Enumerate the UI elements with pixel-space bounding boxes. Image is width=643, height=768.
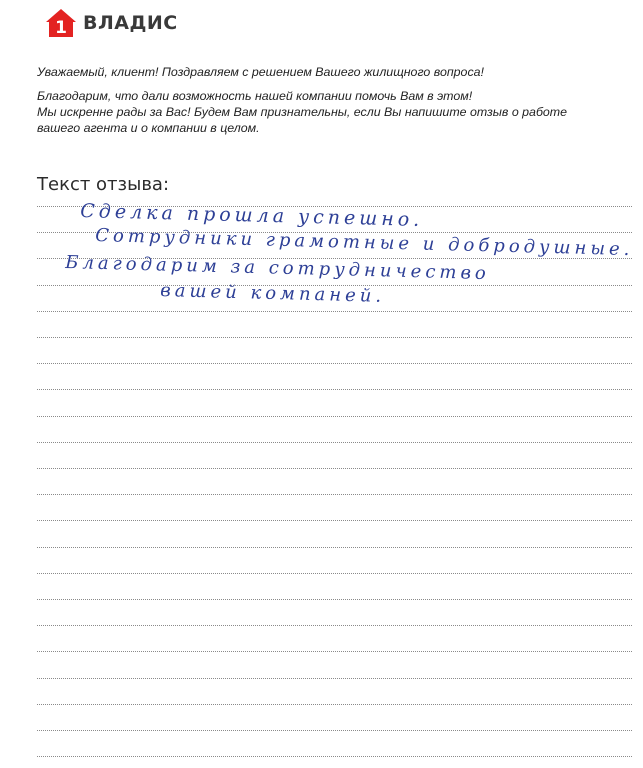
ruled-line [37, 337, 632, 338]
ruled-line [37, 468, 632, 469]
review-writing-lines [37, 206, 632, 762]
ruled-line [37, 389, 632, 390]
logo-number: 1 [55, 18, 67, 38]
ruled-line [37, 232, 632, 233]
ruled-line [37, 573, 632, 574]
ruled-line [37, 416, 632, 417]
request-line-continued: вашего агента и о компании в целом. [37, 121, 260, 135]
ruled-line [37, 311, 632, 312]
review-title: Текст отзыва: [37, 174, 170, 195]
ruled-line [37, 285, 632, 286]
greeting-line: Уважаемый, клиент! Поздравляем с решением Вашего жилищного вопроса! [37, 65, 484, 79]
ruled-line [37, 651, 632, 652]
ruled-line [37, 206, 632, 207]
ruled-line [37, 678, 632, 679]
ruled-line [37, 494, 632, 495]
brand-logo [45, 8, 178, 38]
handwritten-line: Благодарим за сотрудничество [65, 252, 491, 285]
ruled-line [37, 520, 632, 521]
ruled-line [37, 442, 632, 443]
house-logo-icon [45, 8, 77, 38]
ruled-line [37, 547, 632, 548]
brand-name: ВЛАДИС [83, 12, 178, 34]
ruled-line [37, 730, 632, 731]
handwritten-line: Сделка прошла успешно. [80, 200, 424, 231]
ruled-line [37, 625, 632, 626]
handwritten-line: вашей компаней. [160, 280, 386, 307]
ruled-line [37, 258, 632, 259]
ruled-line [37, 756, 632, 757]
handwritten-line: Сотрудники грамотные и добродушные. [95, 225, 634, 261]
ruled-line [37, 599, 632, 600]
request-line: Мы искренне рады за Вас! Будем Вам признательны, если Вы напишите отзыв о работе [37, 105, 568, 119]
ruled-line [37, 363, 632, 364]
ruled-line [37, 704, 632, 705]
thanks-line: Благодарим, что дали возможность нашей компании помочь Вам в этом! [37, 89, 473, 103]
intro-text [37, 64, 607, 136]
